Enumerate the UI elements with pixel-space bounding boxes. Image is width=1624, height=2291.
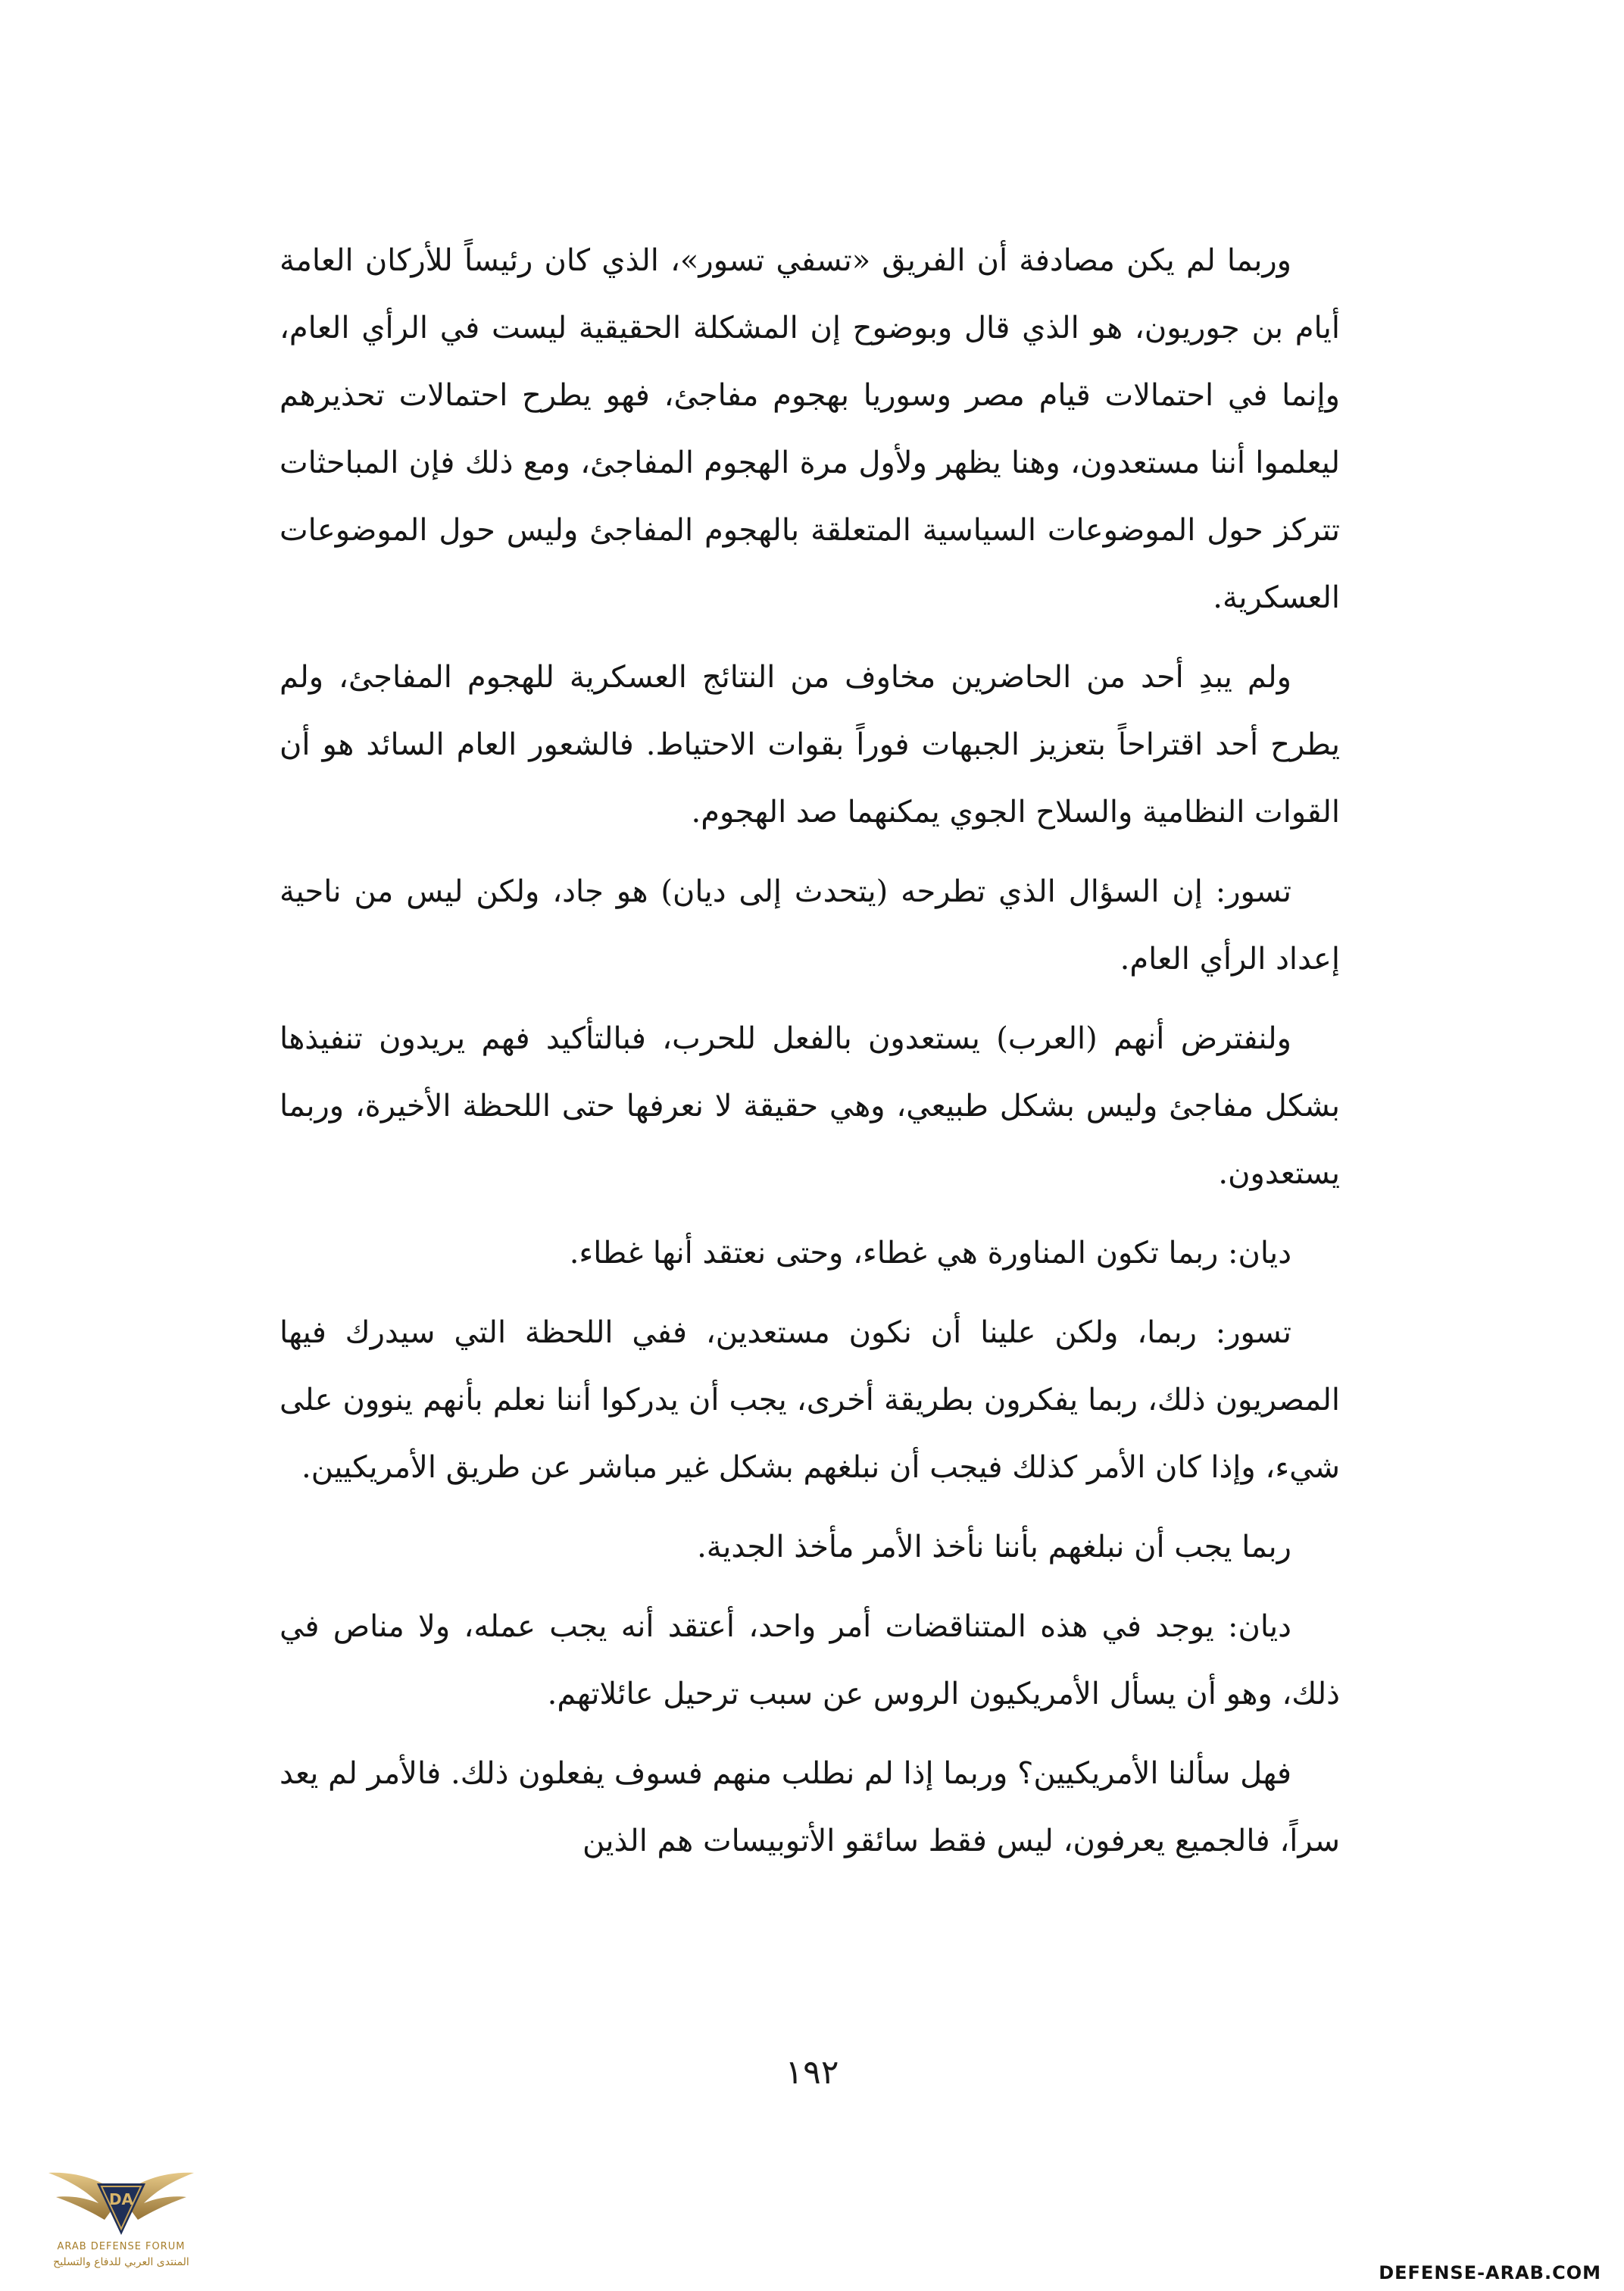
- site-watermark: DEFENSE-ARAB.COM: [1379, 2262, 1601, 2283]
- forum-logo: [45, 2150, 197, 2279]
- logo-initials: DA: [108, 2190, 134, 2208]
- page-body-text: [280, 227, 1340, 1875]
- paragraph-3: تسور: إن السؤال الذي تطرحه (يتحدث إلى ديان) هو جاد، ولكن ليس من ناحية إعداد الرأي العام.: [280, 874, 1340, 977]
- paragraph-5: ديان: ربما تكون المناورة هي غطاء، وحتى نعتقد أنها غطاء.: [569, 1236, 1291, 1271]
- paragraph-2: ولم يبدِ أحد من الحاضرين مخاوف من النتائج العسكرية للهجوم المفاجئ، ولم يطرح أحد اقتراحاً بتعزيز الجبهات فوراً بقوات الاحتياط. فالشعور العام السائد هو أن القوات النظامية والسلاح الجوي يمكنهما صد الهجوم.: [280, 660, 1340, 830]
- logo-name-arabic: المنتدى العربي للدفاع والتسليح: [53, 2256, 189, 2268]
- paragraph-6: تسور: ربما، ولكن علينا أن نكون مستعدين، ففي اللحظة التي سيدرك فيها المصريون ذلك، ربما يفكرون بطريقة أخرى، يجب أن يدركوا أننا نعلم بأنهم ينوون على شيء، وإذا كان الأمر كذلك فيجب أن نبلغهم بشكل غير مباشر عن طريق الأمريكيين.: [280, 1315, 1340, 1485]
- paragraph-1: وربما لم يكن مصادفة أن الفريق «تسفي تسور»، الذي كان رئيساً للأركان العامة أيام بن جوريون، هو الذي قال وبوضوح إن المشكلة الحقيقية ليست في الرأي العام، وإنما في احتمالات قيام مصر وسوريا بهجوم مفاجئ، فهو يطرح احتمالات تحذيرهم ليعلموا أننا مستعدون، وهنا يظهر ولأول مرة الهجوم المفاجئ، ومع ذلك فإن المباحثات تتركز حول الموضوعات السياسية المتعلقة بالهجوم المفاجئ وليس حول الموضوعات العسكرية.: [280, 243, 1340, 615]
- winged-shield-logo-icon: [45, 2150, 197, 2241]
- page-number: ١٩٢: [785, 2053, 839, 2092]
- paragraph-8: ديان: يوجد في هذه المتناقضات أمر واحد، أعتقد أنه يجب عمله، ولا مناص في ذلك، وهو أن يسأل الأمريكيون الروس عن سبب ترحيل عائلاتهم.: [280, 1609, 1340, 1711]
- logo-name-english: ARAB DEFENSE FORUM: [57, 2241, 186, 2252]
- paragraph-4: ولنفترض أنهم (العرب) يستعدون بالفعل للحرب، فبالتأكيد فهم يريدون تنفيذها بشكل مفاجئ وليس بشكل طبيعي، وهي حقيقة لا نعرفها حتى اللحظة الأخيرة، وربما يستعدون.: [280, 1021, 1340, 1191]
- paragraph-7: ربما يجب أن نبلغهم بأننا نأخذ الأمر مأخذ الجدية.: [697, 1530, 1291, 1564]
- paragraph-9: فهل سألنا الأمريكيين؟ وربما إذا لم نطلب منهم فسوف يفعلون ذلك. فالأمر لم يعد سراً، فالجميع يعرفون، ليس فقط سائقو الأتوبيسات هم الذين: [280, 1756, 1340, 1858]
